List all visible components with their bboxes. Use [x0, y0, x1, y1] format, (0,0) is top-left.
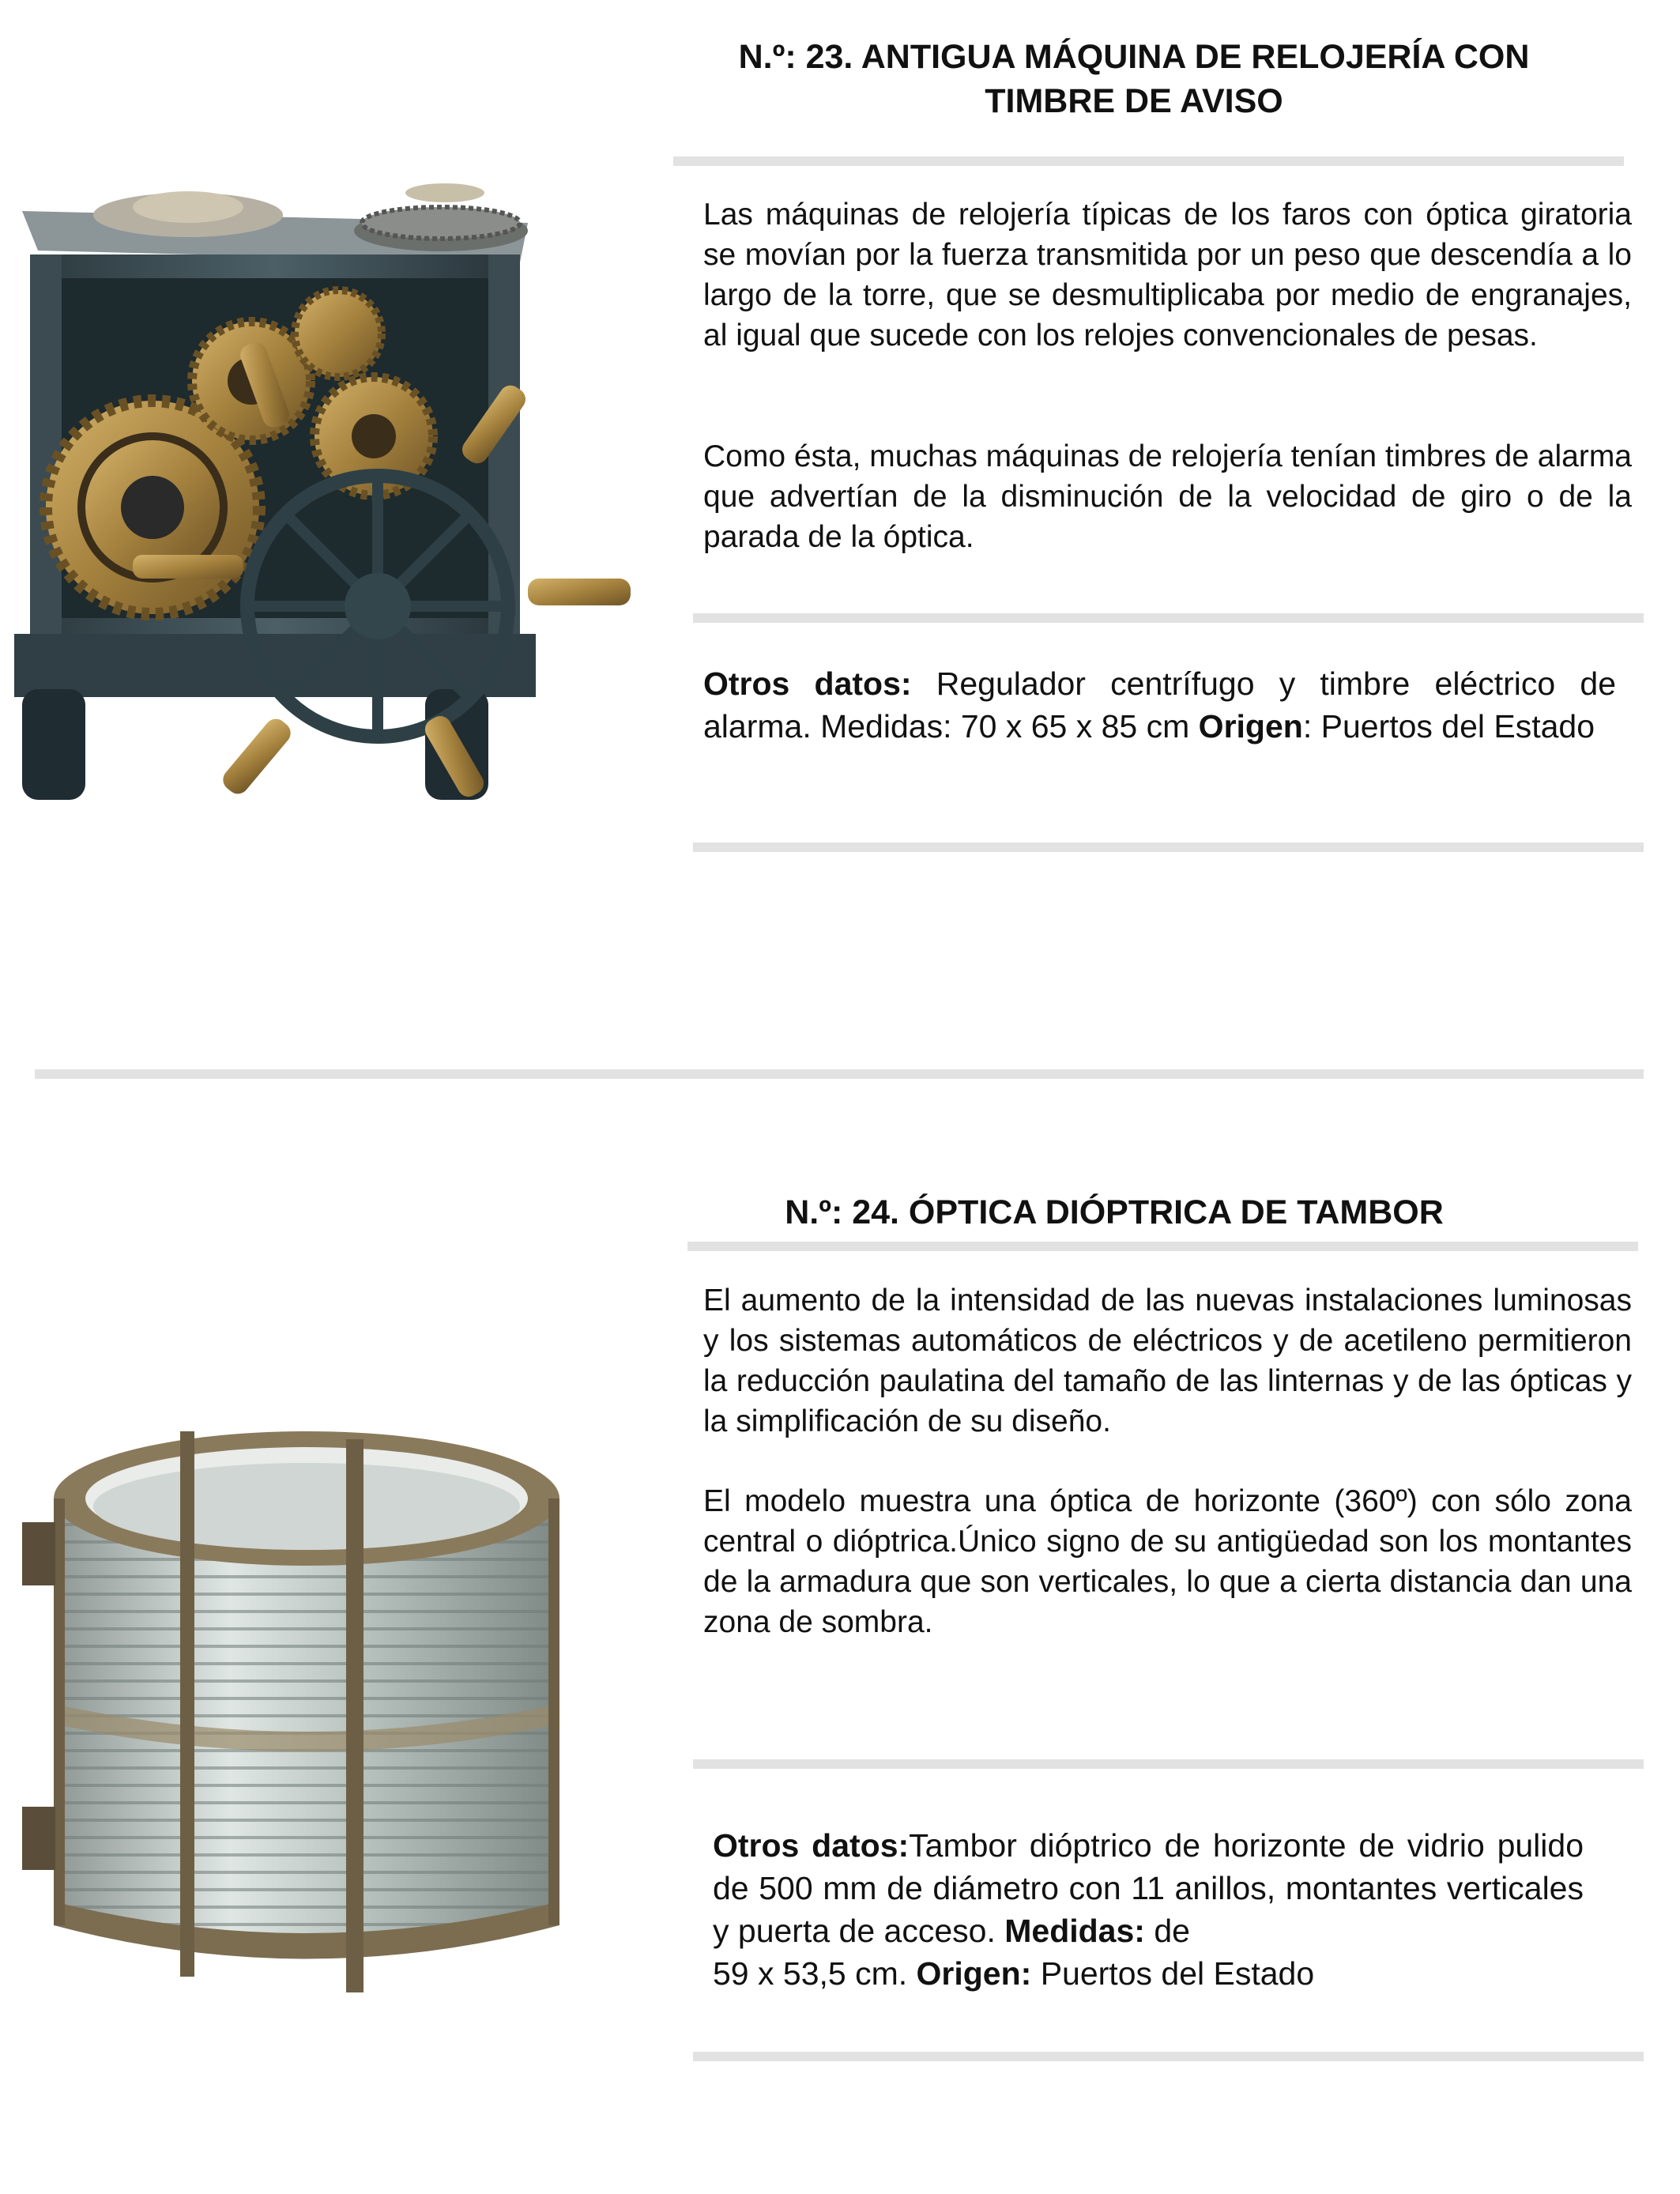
item-23-title-line-1: N.º: 23. ANTIGUA MÁQUINA DE RELOJERÍA CON: [738, 38, 1530, 76]
item-23-title-line-2: TIMBRE DE AVISO: [985, 82, 1283, 120]
origen-text: : Puertos del Estado: [1302, 708, 1595, 745]
clockwork-machine-photo: [14, 175, 656, 806]
item-24-paragraph-1: El aumento de la intensidad de las nuevas instalaciones luminosas y los sistemas automáticos de eléctricos y de acetileno permitieron la reducción paulatina del tamaño de las linternas y de las ópticas y la simplificación de su diseño.: [703, 1284, 1632, 1438]
item-24-title: N.º: 24. ÓPTICA DIÓPTRICA DE TAMBOR: [785, 1193, 1444, 1231]
otros-datos-label: Otros datos:: [703, 665, 912, 702]
section-separator: [35, 1069, 1644, 1079]
divider: [693, 613, 1644, 623]
item-23-paragraph-2: Como ésta, muchas máquinas de relojería tenían timbres de alarma que advertían de la disminución de la velocidad de giro o de la parada de la óptica.: [703, 439, 1632, 554]
medidas-label: Medidas:: [1004, 1913, 1145, 1949]
origen-text: Puertos del Estado: [1031, 1955, 1315, 1992]
item-23-title: [695, 35, 1573, 123]
origen-label: Origen: [1198, 708, 1303, 745]
divider: [673, 156, 1624, 166]
item-23-otros-datos: [703, 662, 1616, 748]
medidas-value: 59 x 53,5 cm.: [713, 1955, 917, 1992]
medidas-text: de: [1144, 1913, 1190, 1949]
item-24-otros-datos: [713, 1824, 1584, 1995]
divider: [693, 1759, 1644, 1769]
drum-optic-photo: [22, 1412, 591, 2012]
item-23-paragraph-1: Las máquinas de relojería típicas de los faros con óptica giratoria se movían por la fuerza transmitida por un peso que descendía a lo largo de la torre, que se desmultiplicaba por medio de engranajes, al igual que sucede con los relojes convencionales de pesas.: [703, 198, 1632, 352]
otros-datos-text: Tambor dióptrico de horizonte de vidrio pulido de 500 mm de diámetro con 11 anillos, montantes verticales y puerta de acceso.: [713, 1827, 1584, 1949]
origen-label: Origen:: [916, 1955, 1032, 1992]
divider: [687, 1242, 1638, 1251]
divider: [693, 843, 1644, 852]
item-24-paragraph-2: El modelo muestra una óptica de horizonte (360º) con sólo zona central o dióptrica.Único signo de su antigüedad son los montantes de la armadura que son verticales, lo que a cierta distancia dan una zona de sombra.: [703, 1484, 1632, 1639]
divider: [693, 2052, 1644, 2061]
otros-datos-label: Otros datos:: [713, 1827, 910, 1864]
otros-datos-text: Regulador centrífugo y timbre eléctrico de alarma. Medidas: 70 x 65 x 85 cm: [703, 665, 1616, 745]
